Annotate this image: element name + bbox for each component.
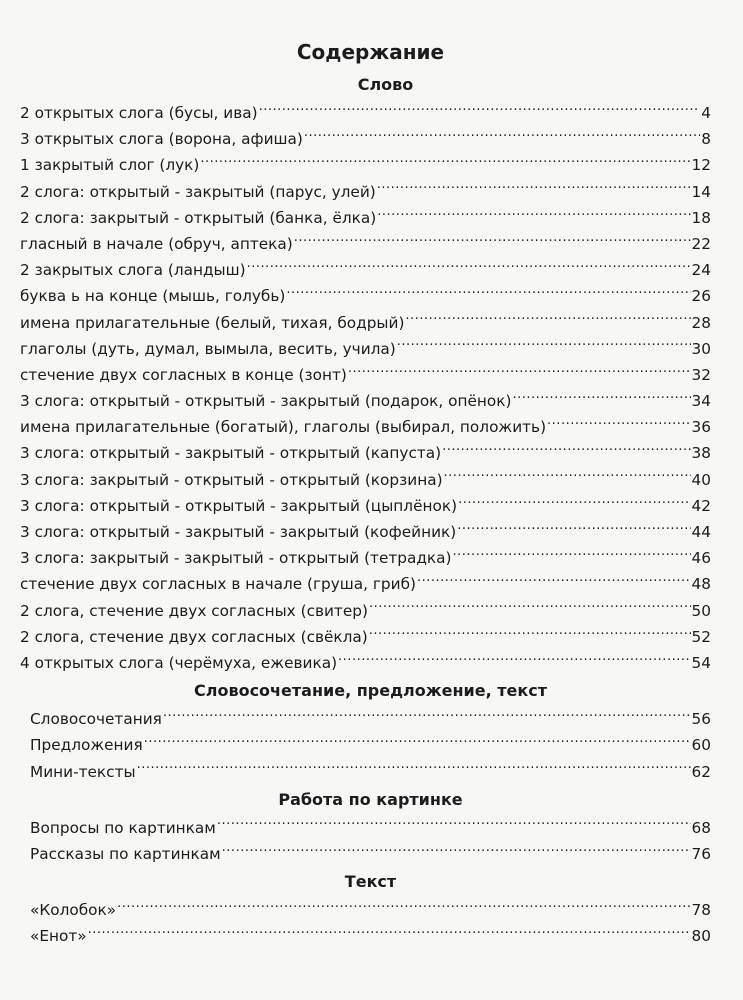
dot-leader [458,496,690,511]
dot-leader [217,817,691,832]
section-heading: Текст [344,872,397,892]
dot-leader [377,207,690,222]
toc-entry-label: Мини-тексты [30,762,136,781]
dot-leader [547,417,690,432]
section-heading: Слово [357,75,414,94]
toc-entry-label: имена прилагательные (богатый), глаголы (выбирал, положить) [20,418,547,437]
toc-entry-page-number: 36 [691,418,711,437]
toc-entry-label: 2 слога: закрытый - открытый (банка, ёлка) [20,208,377,227]
dot-leader [348,365,691,380]
page-title: Содержание [296,40,445,64]
toc-entry[interactable] [20,650,711,676]
dot-leader [144,735,691,750]
toc-entry-label: 2 закрытых слога (ландыш) [20,261,246,280]
dot-leader [200,155,690,170]
toc-entry-label: 3 слога: закрытый - открытый - открытый (корзина) [20,470,443,489]
toc-section-text [20,867,711,949]
toc-entry-label: 3 открытых слога (ворона, афиша) [20,130,303,149]
dot-leader [247,260,691,275]
toc-entry-page-number: 14 [691,182,711,201]
toc-entry[interactable] [20,310,711,336]
toc-entry[interactable] [20,598,711,624]
section-entries [20,706,711,785]
dot-leader [137,761,691,776]
toc-entry-label: буква ь на конце (мышь, голубь) [20,287,286,306]
toc-entry-page-number: 22 [691,234,711,253]
dot-leader [377,181,691,196]
dot-leader [457,522,690,537]
toc-entry[interactable] [20,100,711,126]
toc-entry-label: «Енот» [30,927,87,946]
toc-entry[interactable] [20,257,711,283]
toc-entry-page-number: 48 [691,575,711,594]
toc-entry-label: 3 слога: закрытый - закрытый - открытый (тетрадка) [20,549,452,568]
toc-entry-page-number: 28 [691,313,711,332]
toc-entry[interactable] [20,467,711,493]
toc-entry-label: стечение двух согласных в начале (груша, гриб) [20,575,416,594]
dot-leader [513,391,691,406]
toc-entry[interactable] [20,759,711,785]
toc-entry-label: гласный в начале (обруч, аптека) [20,234,293,253]
toc-entry-page-number: 46 [691,549,711,568]
toc-entry-page-number: 52 [691,627,711,646]
toc-entry[interactable] [20,388,711,414]
dot-leader [117,900,690,915]
toc-entry-page-number: 40 [691,470,711,489]
toc-entry[interactable] [20,283,711,309]
toc-entry-page-number: 60 [691,736,711,755]
toc-entry-label: Рассказы по картинкам [30,844,221,863]
toc-entry-label: 4 открытых слога (черёмуха, ежевика) [20,653,338,672]
toc-entry[interactable] [20,815,711,841]
toc-entry[interactable] [20,362,711,388]
toc-entry-page-number: 26 [691,287,711,306]
toc-entry[interactable] [20,545,711,571]
toc-entry[interactable] [20,414,711,440]
toc-entry[interactable] [20,231,711,257]
toc-section-phrase [20,676,711,785]
toc-entry-label: «Колобок» [30,901,117,920]
toc-entry-page-number: 18 [691,208,711,227]
toc-entry-label: Словосочетания [30,710,162,729]
toc-entry-label: 3 слога: открытый - открытый - закрытый (подарок, опёнок) [20,392,512,411]
dot-leader [405,312,690,327]
dot-leader [453,548,691,563]
toc-entry-page-number: 32 [691,365,711,384]
section-heading: Словосочетание, предложение, текст [194,681,547,701]
section-entries [20,815,711,867]
toc-entry-page-number: 4 [701,104,711,122]
toc-entry-label: 3 слога: открытый - закрытый - закрытый (кофейник) [20,523,457,541]
toc-entry-page-number: 44 [691,523,711,541]
toc-entry-page-number: 68 [691,818,711,837]
toc-entry[interactable] [20,126,711,152]
toc-entry-page-number: 38 [691,444,711,463]
toc-entry-page-number: 54 [691,653,711,672]
toc-entry[interactable] [20,897,711,923]
dot-leader [369,626,691,641]
dot-leader [259,103,701,118]
toc-entry[interactable] [20,205,711,231]
toc-entry-label: 1 закрытый слог (лук) [20,156,200,175]
dot-leader [294,234,691,249]
toc-entry[interactable] [20,923,711,949]
toc-entry-page-number: 50 [691,601,711,620]
toc-entry[interactable] [20,732,711,758]
toc-entry-page-number: 80 [691,927,711,946]
toc-entry[interactable] [20,841,711,867]
dot-leader [88,926,691,941]
toc-entry[interactable] [20,152,711,178]
toc-entry-label: Вопросы по картинкам [30,818,216,837]
toc-entry-page-number: 56 [691,710,711,729]
dot-leader [222,844,691,859]
dot-leader [397,338,691,353]
dot-leader [338,653,690,668]
toc-entry-label: 2 слога, стечение двух согласных (свёкла) [20,627,368,646]
dot-leader [286,286,690,301]
section-entries [20,100,711,676]
toc-entry-label: 3 слога: открытый - закрытый - открытый (капуста) [20,444,442,463]
toc-entry-page-number: 62 [691,762,711,781]
toc-entry[interactable] [20,179,711,205]
dot-leader [417,574,691,589]
toc-entry-label: 2 слога, стечение двух согласных (свитер) [20,601,368,620]
toc-entry[interactable] [20,706,711,732]
dot-leader [369,600,691,615]
toc-entry-label: имена прилагательные (белый, тихая, бодрый) [20,313,405,332]
toc-entry-page-number: 76 [691,844,711,863]
toc-section-pictures [20,785,711,867]
dot-leader [442,443,690,458]
toc-entry[interactable] [20,336,711,362]
section-heading: Работа по картинке [278,789,463,809]
section-entries [20,897,711,949]
toc-entry-page-number: 8 [701,130,711,149]
toc-entry[interactable] [20,571,711,597]
toc-entry-label: 2 слога: открытый - закрытый (парус, улей) [20,182,376,201]
toc-body [20,70,711,949]
dot-leader [163,709,691,724]
toc-entry[interactable] [20,519,711,545]
toc-section-word [20,70,711,676]
toc-entry-label: 2 открытых слога (бусы, ива) [20,104,258,122]
toc-entry[interactable] [20,493,711,519]
toc-entry-page-number: 42 [691,496,711,515]
dot-leader [304,129,700,144]
toc-entry-page-number: 24 [691,261,711,280]
toc-entry-label: 3 слога: открытый - открытый - закрытый (цыплёнок) [20,496,458,515]
toc-entry-page-number: 34 [691,392,711,411]
toc-entry-page-number: 78 [691,901,711,920]
dot-leader [444,469,691,484]
toc-entry[interactable] [20,440,711,466]
toc-entry-label: стечение двух согласных в конце (зонт) [20,365,347,384]
toc-entry[interactable] [20,624,711,650]
toc-entry-label: Предложения [30,736,143,755]
toc-entry-page-number: 12 [691,156,711,175]
toc-entry-page-number: 30 [691,339,711,358]
toc-entry-label: глаголы (дуть, думал, вымыла, весить, учила) [20,339,396,358]
